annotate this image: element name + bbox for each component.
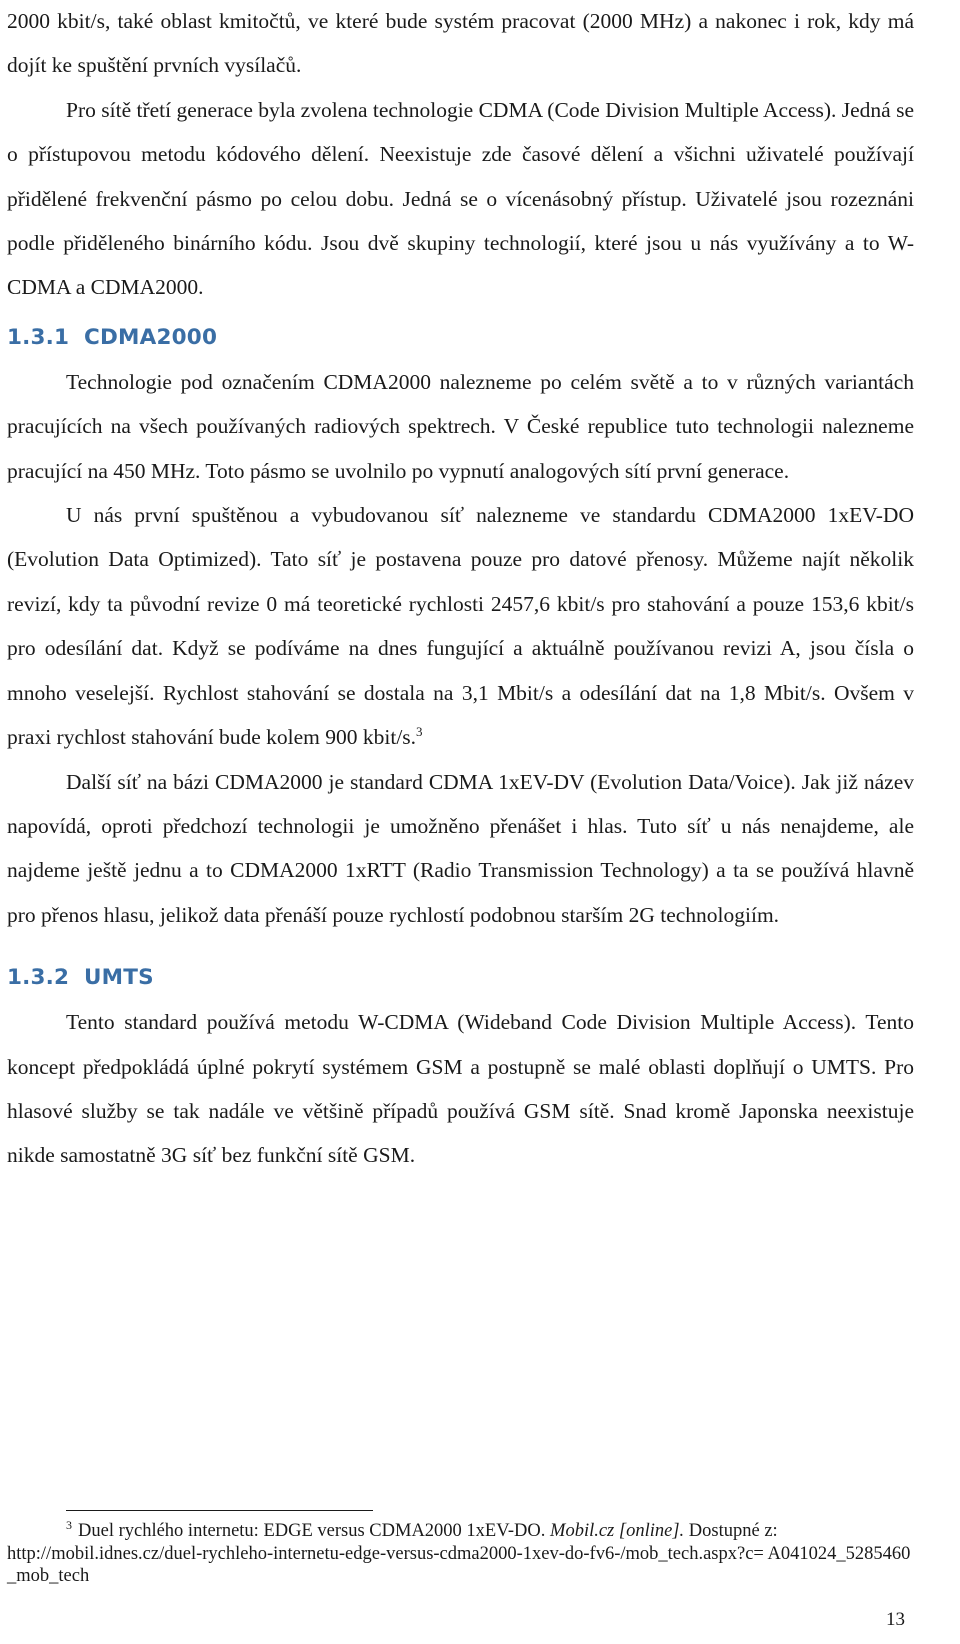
footnote-available: Dostupné z:	[684, 1521, 778, 1541]
document-page	[7, 0, 914, 1178]
footnote-citation	[7, 1517, 914, 1543]
section-number: 1.3.2	[7, 965, 70, 991]
section-title: UMTS	[84, 965, 154, 991]
footnote	[7, 1517, 914, 1588]
footnote-separator	[66, 1510, 373, 1511]
paragraph-cdma2000-overview: Technologie pod označením CDMA2000 nalezneme po celém světě a to v různých variantách pracujících na všech používaných radiových spektrech. V České republice tuto technologii nalezneme pracující na 450 MHz. Toto pásmo se uvolnilo po vypnutí analogových sítí první generace.	[7, 369, 914, 483]
section-heading-cdma2000	[7, 316, 914, 360]
paragraph-ev-do-text: U nás první spuštěnou a vybudovanou síť nalezneme ve standardu CDMA2000 1xEV-DO (Evolution Data Optimized). Tato síť je postavena pouze pro datové přenosy. Můžeme najít několik revizí, kdy ta původní revize 0 má teoretické rychlosti 2457,6 kbit/s pro stahování a pouze 153,6 kbit/s pro odesílání dat. Když se podíváme na dnes fungující a aktuálně používanou revizi A, jsou čísla o mnoho veselejší. Rychlost stahování se dostala na 3,1 Mbit/s a odesílání dat na 1,8 Mbit/s. Ovšem v praxi rychlost stahování bude kolem 900 kbit/s.	[7, 503, 914, 750]
footnote-url[interactable]: http://mobil.idnes.cz/duel-rychleho-internetu-edge-versus-cdma2000-1xev-do-fv6-/mob_tech.aspx?c= A041024_5285460_mob_tech	[7, 1543, 911, 1586]
paragraph-continuation: 2000 kbit/s, také oblast kmitočtů, ve které bude systém pracovat (2000 MHz) a nakonec i rok, kdy má dojít ke spuštění prvních vysílačů.	[7, 9, 914, 78]
section-number: 1.3.1	[7, 324, 70, 350]
paragraph-umts: Tento standard používá metodu W-CDMA (Wideband Code Division Multiple Access). Tento koncept předpokládá úplné pokrytí systémem GSM a postupně se malé oblasti doplňují o UMTS. Pro hlasové služby se tak nadále ve většině případů používá GSM sítě. Snad kromě Japonska neexistuje nikde samostatně 3G síť bez funkční sítě GSM.	[7, 1010, 914, 1168]
section-title: CDMA2000	[84, 324, 218, 350]
paragraph-ev-dv: Další síť na bázi CDMA2000 je standard CDMA 1xEV-DV (Evolution Data/Voice). Jak již název napovídá, oproti předchozí technologii je umožněno přenášet i hlas. Tuto síť u nás nenajdeme, ale najdeme ještě jednu a to CDMA2000 1xRTT (Radio Transmission Technology) a ta se používá hlavně pro přenos hlasu, jelikož data přenáší pouze rychlostí podobnou starším 2G technologiím.	[7, 769, 914, 927]
footnote-mark: 3	[66, 1517, 72, 1532]
page-number: 13	[886, 1609, 905, 1630]
paragraph-ev-do	[7, 493, 914, 759]
footnote-reference[interactable]: 3	[416, 723, 423, 739]
paragraph-cdma-intro: Pro sítě třetí generace byla zvolena technologie CDMA (Code Division Multiple Access). Jedná se o přístupovou metodu kódového dělení. Neexistuje zde časové dělení a všichni uživatelé používají přidělené frekvenční pásmo po celou dobu. Jedná se o vícenásobný přístup. Uživatelé jsou rozeznáni podle přiděleného binárního kódu. Jsou dvě skupiny technologií, které jsou u nás využívány a to W-CDMA a CDMA2000.	[7, 97, 914, 300]
section-heading-umts	[7, 956, 914, 1000]
footnote-text: Duel rychlého internetu: EDGE versus CDMA2000 1xEV-DO.	[78, 1521, 551, 1541]
footnote-source: Mobil.cz [online].	[550, 1521, 685, 1541]
